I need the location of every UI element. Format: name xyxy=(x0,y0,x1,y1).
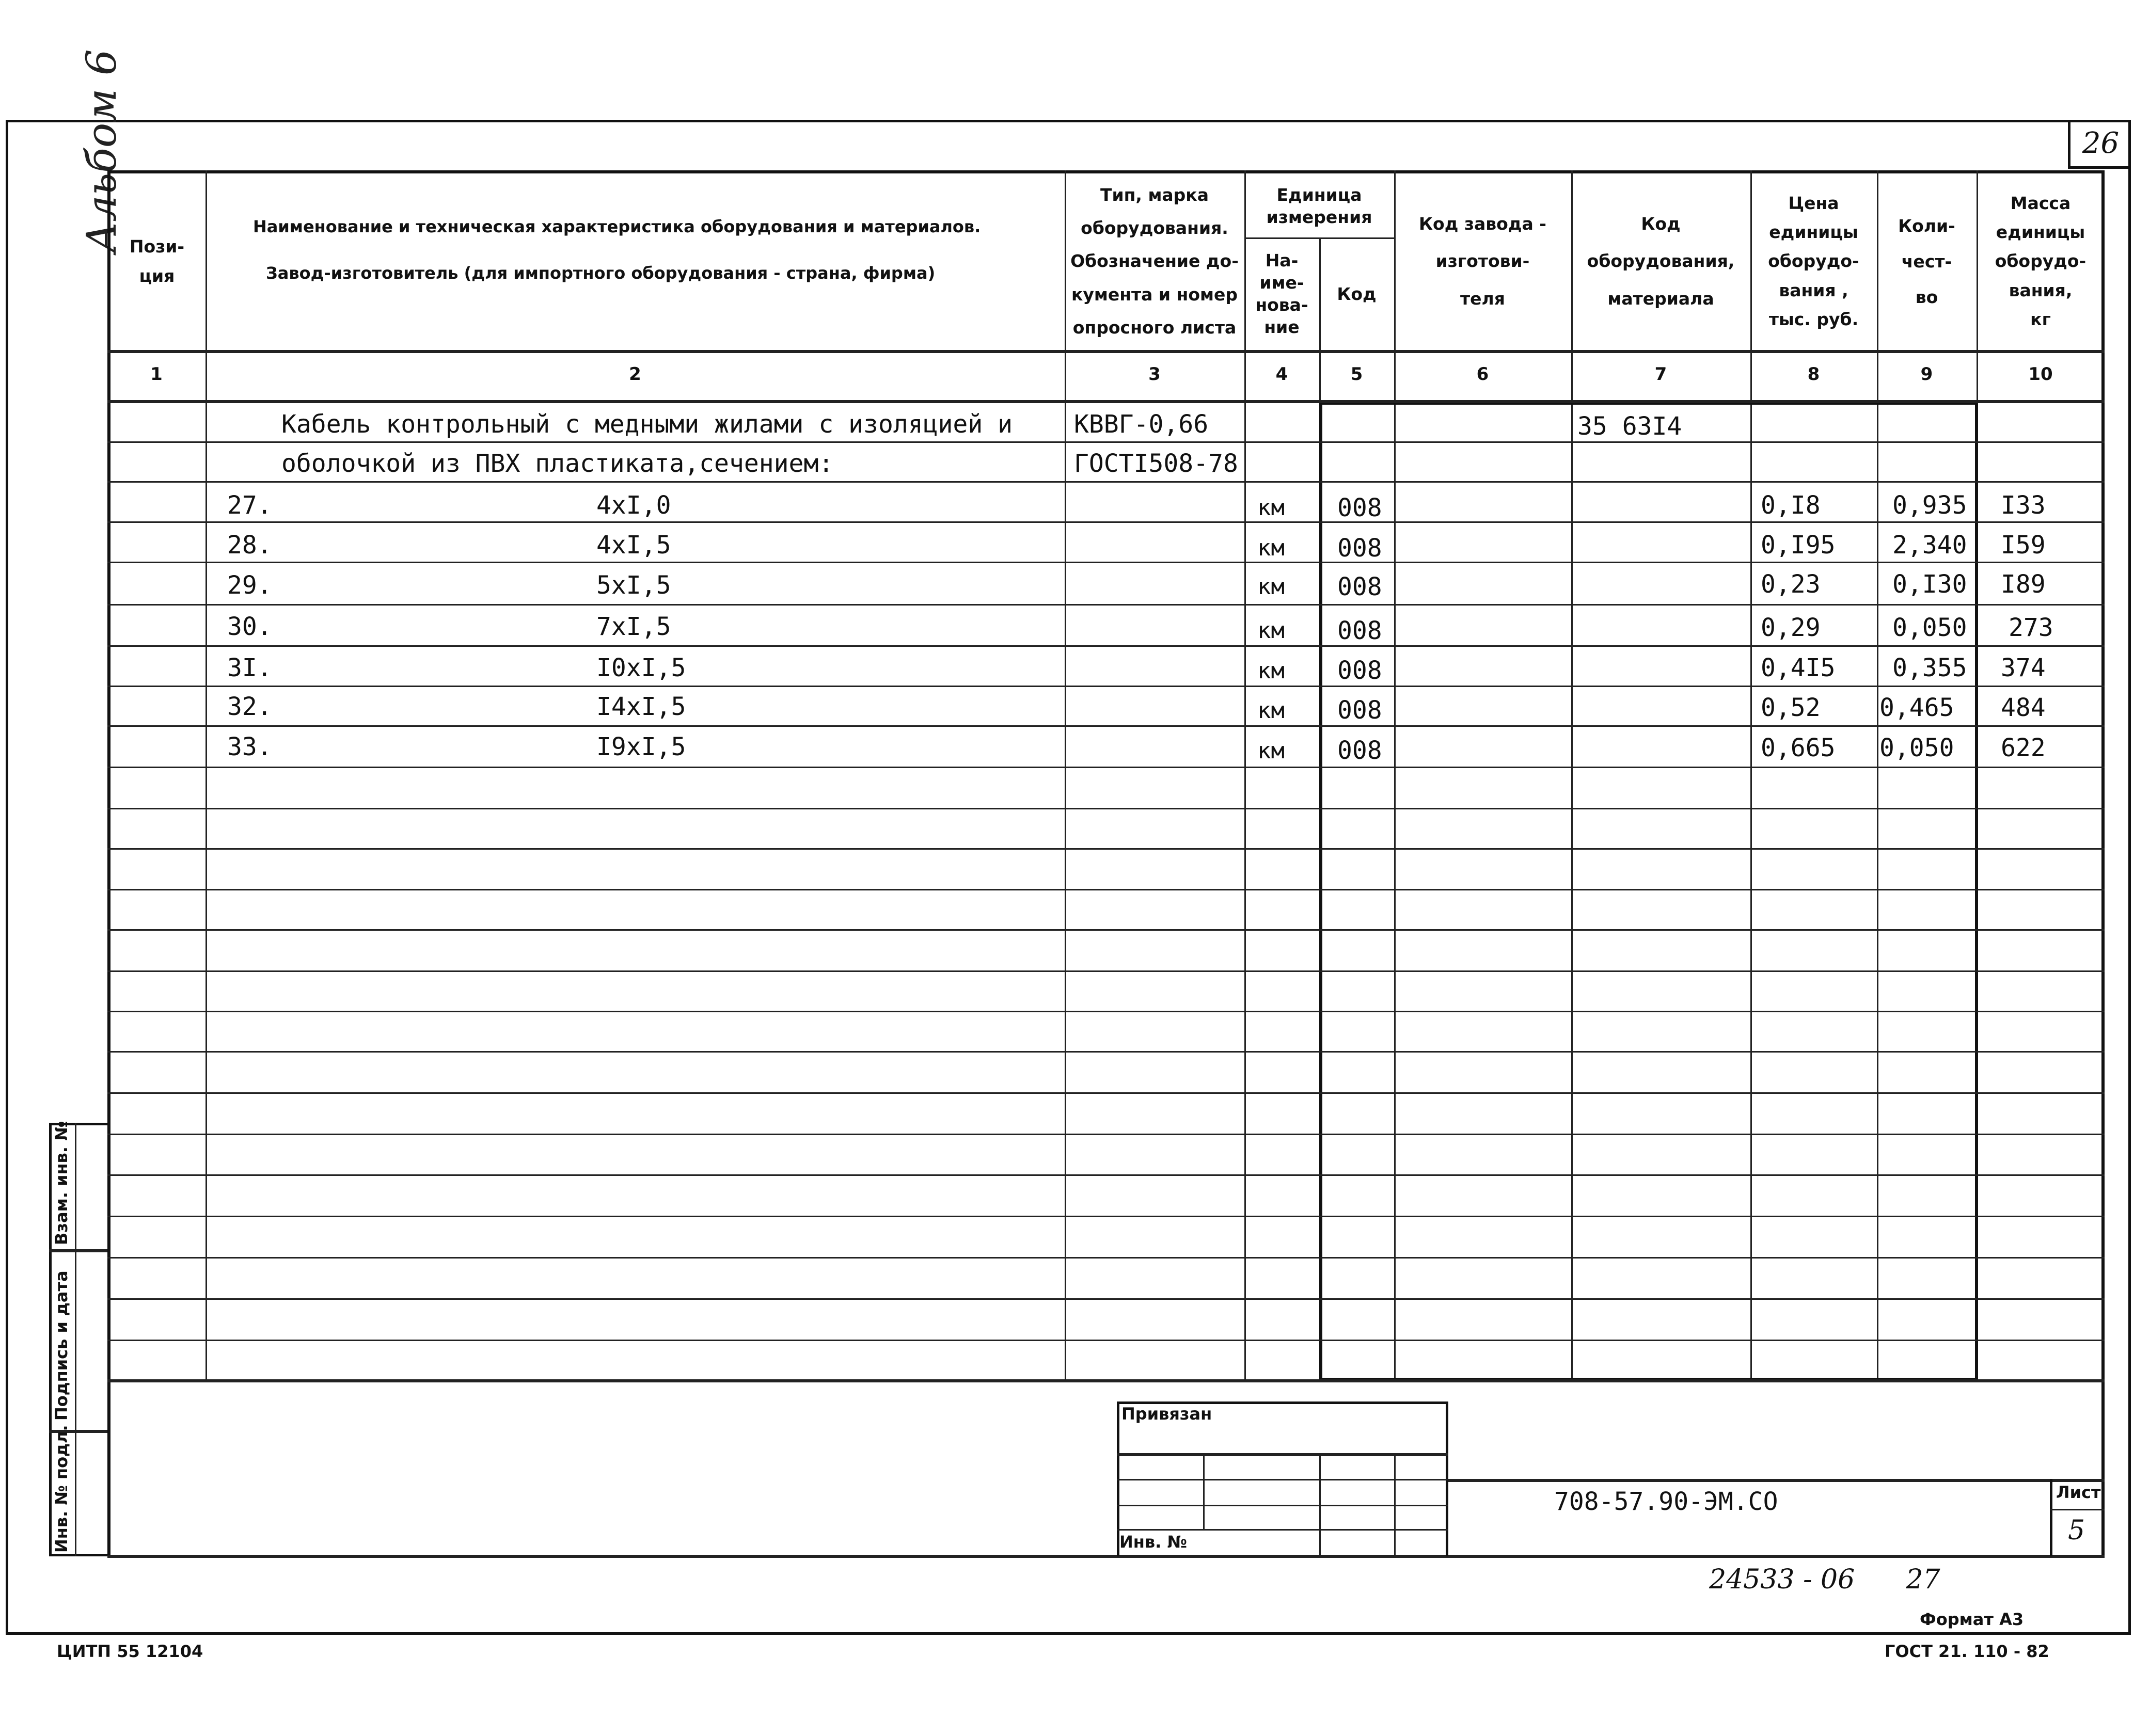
row-unit-code: 008 xyxy=(1337,656,1382,685)
intro-line-1: Кабель контрольный с медными жилами с изоляцией и xyxy=(281,410,1013,439)
header-unit-code: Код xyxy=(1337,283,1377,304)
row-section: I4xI,5 xyxy=(596,692,686,721)
row-line xyxy=(107,604,2105,606)
inner-bottom-border xyxy=(107,1555,2105,1558)
inv-orig-label: Инв. № подл. xyxy=(52,1425,71,1553)
row-section: I0xI,5 xyxy=(596,654,686,682)
doc-code-top-line xyxy=(1448,1479,2105,1482)
list-box-line xyxy=(2050,1509,2105,1510)
row-unit: км xyxy=(1257,658,1285,684)
row-line xyxy=(107,441,2105,443)
bound-stamp-divider xyxy=(1319,1453,1321,1555)
row-line xyxy=(107,1216,2105,1217)
row-unit: км xyxy=(1257,495,1285,521)
row-section: 4xI,0 xyxy=(596,491,671,520)
side-stamp-divider xyxy=(75,1123,76,1556)
header-unit-group: Единица измерения xyxy=(1266,185,1372,227)
row-line xyxy=(107,1092,2105,1094)
row-quantity: 0,465 xyxy=(1879,693,1954,722)
row-line xyxy=(107,929,2105,931)
thick-body-box xyxy=(1319,402,1978,1381)
row-line xyxy=(107,848,2105,850)
format-label: Формат А3 xyxy=(1920,1610,2024,1629)
list-label: Лист xyxy=(2056,1483,2101,1502)
row-section: 5xI,5 xyxy=(596,571,671,600)
colnum-7: 7 xyxy=(1654,364,1667,385)
intro-equipment-code: 35 63I4 xyxy=(1577,412,1682,441)
header-name-line2: Завод-изготовитель (для импортного оборудования - страна, фирма) xyxy=(266,263,936,283)
row-quantity: 0,355 xyxy=(1892,654,1967,682)
header-plant-code: Код завода - изготови- теля xyxy=(1419,213,1546,309)
row-mass: 484 xyxy=(2001,693,2046,722)
bound-stamp-divider xyxy=(1394,1453,1396,1555)
row-quantity: 0,050 xyxy=(1879,734,1954,762)
header-position: Пози- ция xyxy=(129,236,185,286)
row-section: 7xI,5 xyxy=(596,612,671,641)
row-mass: I33 xyxy=(2001,491,2046,520)
row-quantity: 0,I30 xyxy=(1892,570,1967,599)
colnum-10: 10 xyxy=(2028,364,2053,385)
sheet-number-box xyxy=(2068,120,2131,169)
header-type: Тип, марка оборудования. Обозначение до- кумента и номер опросного листа xyxy=(1070,184,1239,338)
bound-stamp-line xyxy=(1117,1479,1448,1480)
row-price: 0,29 xyxy=(1761,613,1821,642)
colnum-8: 8 xyxy=(1807,364,1820,385)
row-unit: км xyxy=(1257,535,1285,561)
row-line xyxy=(107,767,2105,768)
handwritten-number: 24533 - 06 27 xyxy=(1709,1564,1940,1595)
header-unit-name: На- име- нова- ние xyxy=(1255,250,1308,337)
row-mass: 374 xyxy=(2001,654,2046,682)
row-mass: 622 xyxy=(2001,734,2046,762)
row-unit-code: 008 xyxy=(1337,572,1382,601)
intro-type: КВВГ-0,66 xyxy=(1074,410,1209,439)
row-unit-code: 008 xyxy=(1337,534,1382,563)
row-price: 0,23 xyxy=(1761,570,1821,599)
row-position: 27. xyxy=(227,491,272,520)
row-line xyxy=(107,970,2105,972)
doc-code: 708-57.90-ЭМ.СО xyxy=(1554,1487,1778,1516)
sheet-number: 26 xyxy=(2082,126,2120,160)
row-unit: км xyxy=(1257,738,1285,764)
row-mass: I59 xyxy=(2001,531,2046,560)
body-bottom-line xyxy=(107,1379,2105,1382)
colnum-9: 9 xyxy=(1920,364,1933,385)
header-equipment-code: Код оборудования, материала xyxy=(1587,213,1735,309)
intro-standard: ГОСТI508-78 xyxy=(1074,449,1238,478)
colnum-4: 4 xyxy=(1275,364,1288,385)
row-line xyxy=(107,1298,2105,1300)
row-position: 30. xyxy=(227,612,272,641)
intro-line-2: оболочкой из ПВХ пластиката,сечением: xyxy=(281,449,834,478)
header-bottom-line xyxy=(107,350,2105,353)
row-line xyxy=(107,1174,2105,1176)
row-price: 0,52 xyxy=(1761,693,1821,722)
bound-stamp-line xyxy=(1117,1529,1448,1531)
bound-stamp-line xyxy=(1117,1453,1448,1456)
row-line xyxy=(107,521,2105,523)
row-unit-code: 008 xyxy=(1337,493,1382,522)
row-unit: км xyxy=(1257,697,1285,724)
row-price: 0,665 xyxy=(1761,734,1836,762)
row-section: I9xI,5 xyxy=(596,732,686,761)
side-stamp-sep-1 xyxy=(49,1249,107,1252)
row-price: 0,I8 xyxy=(1761,491,1821,520)
row-line xyxy=(107,889,2105,890)
row-position: 32. xyxy=(227,692,272,721)
row-line xyxy=(107,1051,2105,1053)
row-quantity: 0,050 xyxy=(1892,613,1967,642)
bound-stamp-divider xyxy=(1203,1453,1205,1531)
row-line xyxy=(107,1257,2105,1259)
row-unit-code: 008 xyxy=(1337,696,1382,725)
row-position: 28. xyxy=(227,531,272,560)
colnum-1: 1 xyxy=(150,364,163,385)
row-section: 4xI,5 xyxy=(596,531,671,560)
row-price: 0,4I5 xyxy=(1761,654,1836,682)
row-line xyxy=(107,1011,2105,1012)
row-mass: I89 xyxy=(2001,570,2046,599)
row-quantity: 2,340 xyxy=(1892,531,1967,560)
bound-stamp-line xyxy=(1117,1505,1448,1506)
row-line xyxy=(107,686,2105,687)
row-price: 0,I95 xyxy=(1761,531,1836,560)
album-label: Альбом 6 xyxy=(77,49,125,253)
header-name-line1: Наименование и техническая характеристика оборудования и материалов. xyxy=(253,217,981,236)
colnum-6: 6 xyxy=(1476,364,1489,385)
colnum-5: 5 xyxy=(1350,364,1363,385)
sign-date-label: Подпись и дата xyxy=(52,1270,71,1421)
row-line xyxy=(107,481,2105,483)
row-line xyxy=(107,1134,2105,1135)
list-number: 5 xyxy=(2068,1515,2085,1546)
row-position: 33. xyxy=(227,732,272,761)
header-quantity: Коли- чест- во xyxy=(1898,215,1955,308)
row-unit: км xyxy=(1257,574,1285,600)
footer-left: ЦИТП 55 12104 xyxy=(57,1642,203,1661)
row-line xyxy=(107,725,2105,727)
bound-label: Привязан xyxy=(1121,1404,1212,1424)
row-unit: км xyxy=(1257,617,1285,644)
row-position: 29. xyxy=(227,571,272,600)
row-mass: 273 xyxy=(2009,613,2053,642)
footer-right: ГОСТ 21. 110 - 82 xyxy=(1885,1642,2049,1661)
colnum-2: 2 xyxy=(629,364,641,385)
header-unit-mass: Масса единицы оборудо- вания, кг xyxy=(1995,193,2086,329)
colnum-bottom-line xyxy=(107,400,2105,403)
row-unit-code: 008 xyxy=(1337,616,1382,645)
row-line xyxy=(107,645,2105,647)
colnum-3: 3 xyxy=(1148,364,1161,385)
row-unit-code: 008 xyxy=(1337,736,1382,765)
header-unit-price: Цена единицы оборудо- вания , тыс. руб. xyxy=(1768,193,1859,329)
row-position: 3I. xyxy=(227,654,272,682)
row-line xyxy=(107,562,2105,563)
row-line xyxy=(107,808,2105,809)
row-quantity: 0,935 xyxy=(1892,491,1967,520)
inv-number-label: Инв. № xyxy=(1119,1532,1187,1552)
row-line xyxy=(107,1340,2105,1341)
replace-inv-label: Взам. инв. № xyxy=(52,1121,71,1245)
